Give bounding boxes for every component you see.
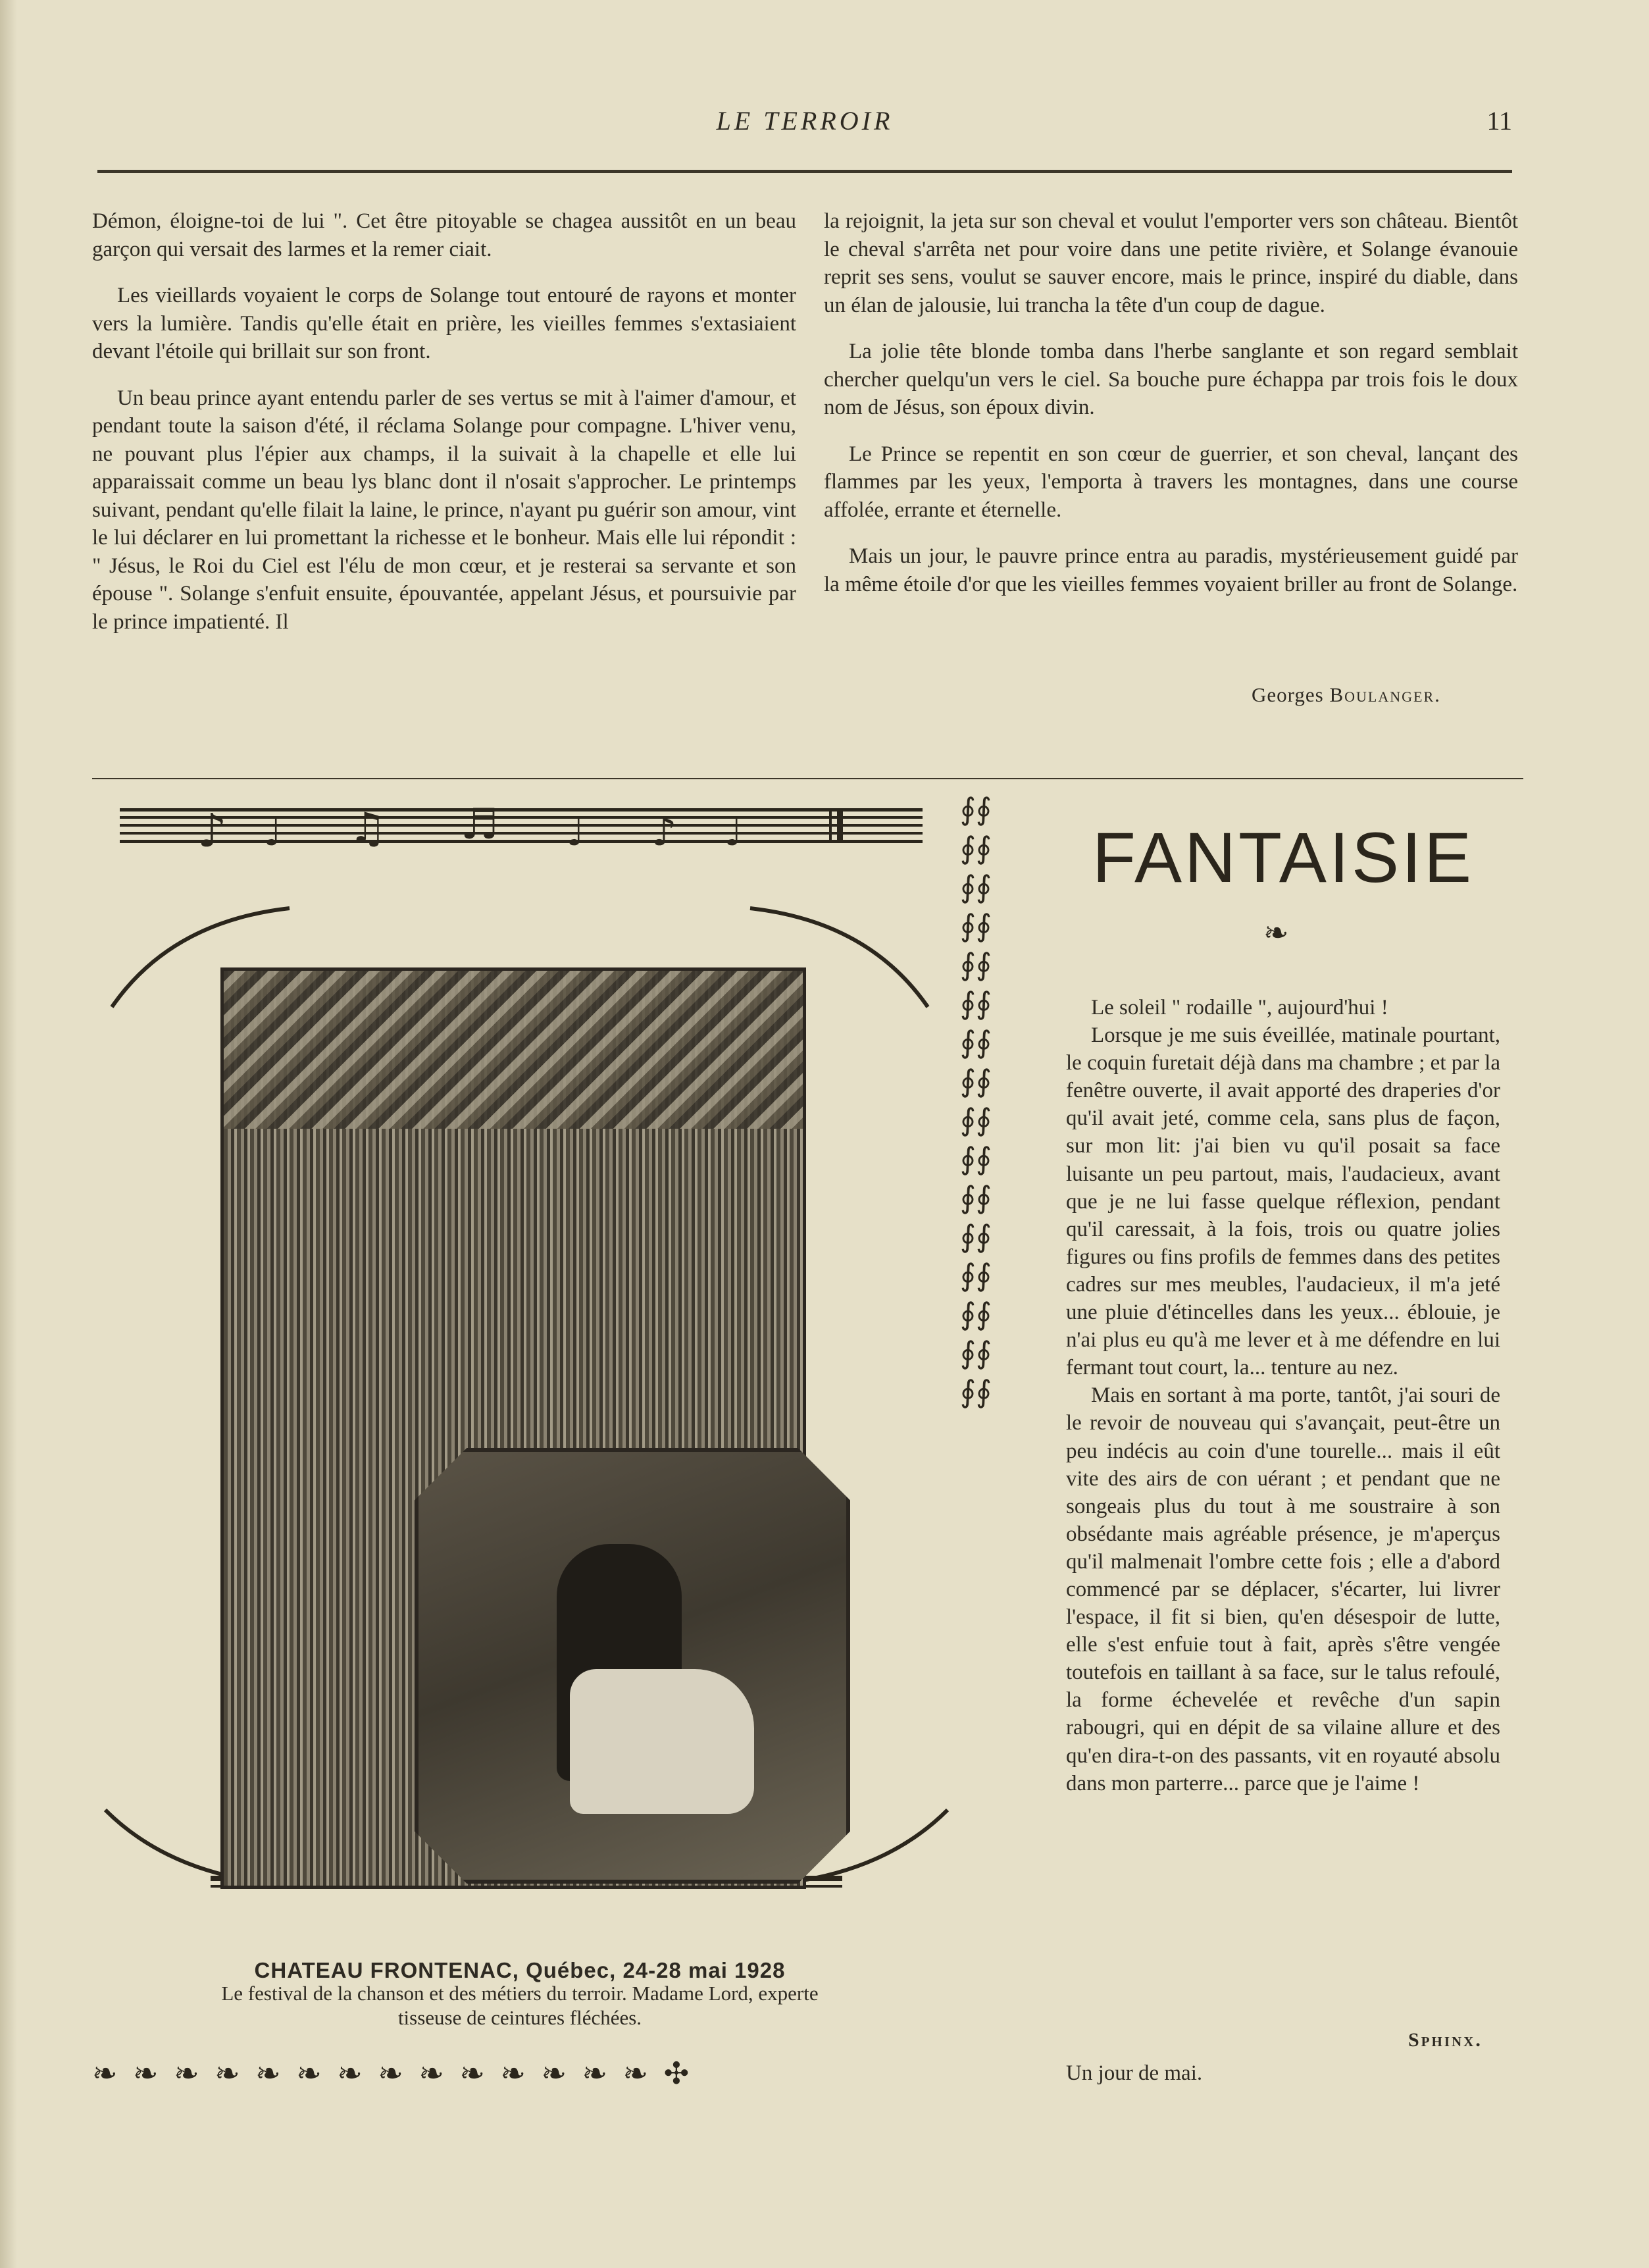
photo-caption (99, 1981, 941, 2030)
svg-text:♩: ♩ (263, 809, 282, 855)
photo-figure (92, 790, 961, 1895)
story-paragraph: la rejoignit, la jeta sur son cheval et voulut l'emporter vers son château. Bientôt le cheval s'arrêta net pour voire dans une petite rivière, et Solange évanouie reprit ses sens, voulut se sauver encore, mais le prince, inspiré du diable, dans un élan de jalousie, lui trancha la tête d'un coup de dague. (824, 209, 1518, 317)
fantaisie-dateline: Un jour de mai. (1066, 2061, 1203, 2085)
author-first-name: Georges (1252, 683, 1324, 706)
horizontal-scroll-border: ❧ ❧ ❧ ❧ ❧ ❧ ❧ ❧ ❧ ❧ ❧ ❧ ❧ ❧ ✣ (92, 2057, 694, 2090)
running-head (97, 105, 1512, 145)
svg-text:♪: ♪ (651, 809, 677, 855)
vertical-scroll-border: ∮∮∮∮∮∮∮∮∮∮∮∮∮∮∮∮∮∮∮∮∮∮∮∮∮∮∮∮∮∮∮∮ (960, 792, 992, 1408)
fantaisie-signature: Sphinx. (1408, 2029, 1483, 2051)
author-last-name: Boulanger. (1329, 683, 1441, 706)
weaver-skirt (570, 1669, 754, 1814)
svg-text:♩: ♩ (724, 809, 743, 855)
svg-text:♫: ♫ (349, 804, 387, 853)
page-number: 11 (1486, 106, 1512, 136)
fantaisie-paragraph: Lorsque je me suis éveillée, matinale pourtant, le coquin furetait déjà dans ma chambre ; et par la fenêtre ouverte, il avait apporté des draperies d'or qu'il avait jeté, comme cela, sans plus de façon, sur mon lit: j'ai bien vu qu'il posait sa face luisante un peu partout, mais, l'audacieux, avant que je ne lui fasse quelque réflexion, pendant qu'il caressait, à la fois, trois ou quatre jolies figures ou fins profils de femmes dans des petites cadres sur mes meubles, l'audacieux, il m'a jeté une pluie d'étincelles dans les yeux... éblouie, je n'ai plus eu qu'à me lever et à me défendre en lui fermant tout court, la... tenture au nez. (1066, 1023, 1500, 1380)
weaver-inset-photograph (415, 1448, 850, 1884)
author-signature (1252, 683, 1441, 707)
story-paragraph: Les vieillards voyaient le corps de Solange tout entouré de rayons et monter vers la lumière. Tandis qu'elle était en prière, les vieilles femmes s'extasiaient devant l'étoile qui brillait sur son front. (92, 284, 796, 363)
photo-caption-line: tisseuse de ceintures fléchées. (397, 2006, 642, 2029)
fantaisie-paragraph: Le soleil " rodaille ", aujourd'hui ! (1091, 996, 1388, 1019)
fantaisie-title: FANTAISIE (1092, 817, 1475, 897)
fantaisie-paragraph: Mais en sortant à ma porte, tantôt, j'ai souri de le revoir de nouveau qui s'avançait, peut-être un peu indécis au coin d'une tourelle... mais il eût vite des airs de con uérant ; et pendant que ne songeais plus du tout à me soustraire à son obsédante mais agréable présence, je m'aperçus qu'il malmenait l'ombre cette fois ; elle a d'abord commencé par se déplacer, s'écarter, lui livrer l'espace, il fit si bien, qu'en désespoir de lutte, elle s'est enfuie tout à fait, après s'être vengée toutefois en taillant à sa face, sur le talus refoulé, la forme échevelée et revêche d'un sapin rabougri, qui en dépit de sa vilaine allure et des qu'en dira-t-on des passants, vit en royauté absolu dans mon parterre... parce que je l'aime ! (1066, 1383, 1500, 1795)
svg-text:♩: ♩ (566, 809, 585, 855)
photo-caption-title: CHATEAU FRONTENAC, Québec, 24-28 mai 1928 (254, 1958, 786, 1982)
story-left-column (92, 207, 796, 654)
section-divider (92, 778, 1523, 779)
story-paragraph: Mais un jour, le pauvre prince entra au paradis, mystérieusement guidé par la même étoile d'or que les vieilles femmes voyaient briller au front de Solange. (824, 544, 1518, 596)
photo-caption-line: Le festival de la chanson et des métiers du terroir. Madame Lord, experte (221, 1982, 819, 2005)
fantaisie-column (1066, 994, 1500, 1797)
header-rule (97, 170, 1512, 173)
svg-text:♬: ♬ (461, 800, 499, 849)
svg-text:♪: ♪ (197, 804, 227, 858)
story-paragraph: Démon, éloigne-toi de lui ". Cet être pitoyable se chagea aussitôt en un beau garçon qui versait des larmes et la remer ciait. (92, 209, 796, 261)
story-paragraph: Un beau prince ayant entendu parler de ses vertus se mit à l'aimer d'amour, et pendant toute la saison d'été, il réclama Solange pour compagne. L'hiver venu, ne pouvant plus l'épier aux champs, il la suivait à la chapelle et elle lui apparaissait comme un beau lys blanc dont il n'osait s'approcher. Le printemps suivant, pendant qu'elle filait la laine, le prince, n'ayant pu guérir son amour, vint le lui déclarer en lui promettant la richesse et le bonheur. Mais elle lui répondit : " Jésus, le Roi du Ciel est l'élu de mon cœur, et je resterai sa servante et son épouse ". Solange s'enfuit ensuite, épouvantée, appelant Jésus, et poursuivie par le prince impatienté. Il (92, 386, 796, 634)
story-paragraph: La jolie tête blonde tomba dans l'herbe sanglante et son regard semblait chercher quelqu'un vers le ciel. Sa bouche pure échappa par trois fois le doux nom de Jésus, son époux divin. (824, 340, 1518, 419)
story-right-column (824, 207, 1518, 617)
story-paragraph: Le Prince se repentit en son cœur de guerrier, et son cheval, lançant des flammes par les yeux, l'emporta à travers les montagnes, dans une course affolée, errante et éternelle. (824, 442, 1518, 522)
fleuron-icon: ❧ (1263, 916, 1289, 950)
page-binding-edge (0, 0, 17, 2268)
running-title: LE TERROIR (716, 106, 894, 136)
sash-fringe-top (224, 971, 803, 1129)
